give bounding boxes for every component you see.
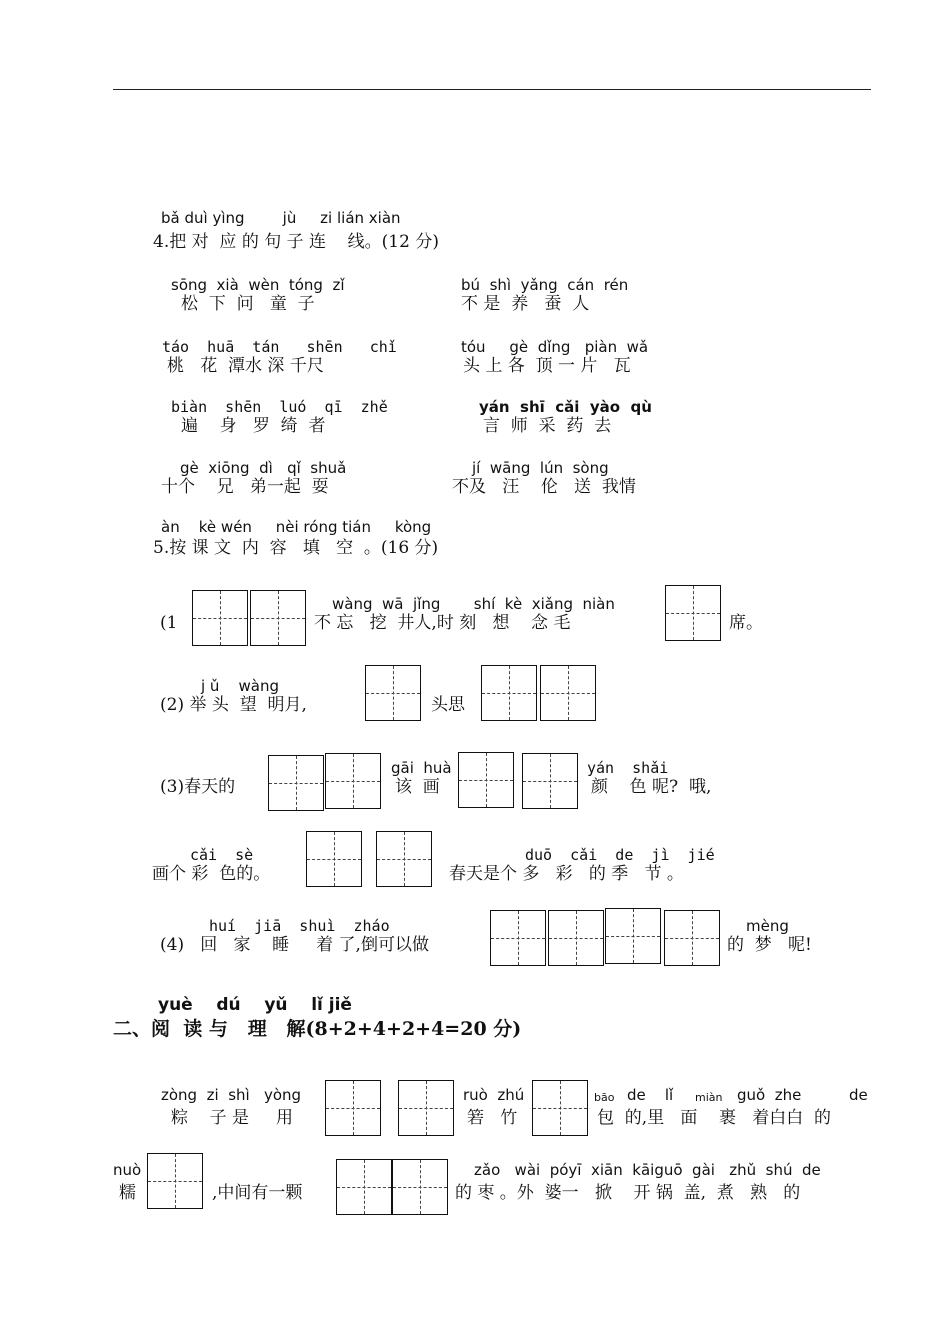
q4-left-2-pinyin: táo huā tán shēn chǐ [162,338,397,356]
q4-pinyin: bǎ duì yìng jù zi lián xiàn [161,209,401,227]
q5-s3-box-2[interactable] [325,753,381,809]
q4-right-4-text[interactable]: 不及 汪 伦 送 我情 [452,477,636,497]
passage-l2-text-a: 糯 [119,1183,136,1203]
q4-instruction: 4.把 对 应 的 句 子 连 线。(12 分) [153,232,439,252]
q4-right-1-pinyin: bú shì yǎng cán rén [461,276,629,294]
q5-s1-prefix: (1 [160,613,178,633]
q5-s4-text-1: (4) 回 家 睡 着 了,倒可以做 [160,935,429,955]
passage-l1-pinyin-c1: bāo [594,1091,615,1104]
q5-s4-box-1[interactable] [490,910,546,966]
q4-right-2-text[interactable]: 头 上 各 顶 一 片 瓦 [463,356,631,376]
header-rule [113,89,871,90]
passage-l1-pinyin-c3: miàn [695,1091,723,1104]
q4-right-3-text[interactable]: 言 师 采 药 去 [483,416,612,436]
q4-left-4-pinyin: gè xiōng dì qǐ shuǎ [180,459,347,477]
q5-s2-box-1[interactable] [365,665,421,721]
q5-s3b-box-2[interactable] [376,831,432,887]
q5-s2-mid: 头思 [431,695,465,715]
passage-l1-pinyin-c4: guǒ zhe de [737,1086,868,1104]
passage-box-6[interactable] [392,1159,448,1215]
q5-s1-box-3[interactable] [665,585,721,641]
passage-l1-text-a: 粽 子 是 用 [171,1108,294,1128]
q4-right-2-pinyin: tóu gè dǐng piàn wǎ [461,338,649,356]
section2-pinyin: yuè dú yǔ lǐ jiě [158,995,352,1015]
q5-s3-pinyin-2: yán shǎi [587,759,669,777]
q4-left-1-pinyin: sōng xià wèn tóng zǐ [171,276,345,294]
q4-left-3-pinyin: biàn shēn luó qī zhě [171,398,388,416]
q4-left-1-text[interactable]: 松 下 问 童 子 [181,294,315,314]
passage-l2-pinyin-a: nuò [113,1161,142,1179]
q5-s3b-pinyin-2: duō cǎi de jì jié [525,846,715,864]
q5-s1-end: 席。 [729,613,763,633]
q5-s2-pinyin: j ǔ wàng [201,677,280,695]
q5-pinyin: àn kè wén nèi róng tián kòng [161,518,432,536]
q5-s1-box-1[interactable] [192,590,248,646]
q5-s3-box-3[interactable] [458,752,514,808]
q4-right-3-pinyin: yán shī cǎi yào qù [479,398,652,416]
section2-title: 二、阅 读 与 理 解(8+2+4+2+4=20 分) [113,1018,522,1040]
q5-s4-box-4[interactable] [664,910,720,966]
q4-left-4-text[interactable]: 十个 兄 弟一起 耍 [161,477,329,497]
q5-s1-pinyin: wàng wā jǐng shí kè xiǎng niàn [332,595,615,613]
q5-s3-text-2: 颜 色 呢? 哦, [591,777,712,797]
q5-s3b-box-1[interactable] [306,831,362,887]
q5-s3-text-1: 该 画 [395,777,440,797]
q5-s1-text: 不 忘 挖 井人,时 刻 想 念 毛 [314,613,571,633]
q4-right-1-text[interactable]: 不 是 养 蚕 人 [461,294,590,314]
passage-l1-pinyin-c2: de lǐ [627,1086,674,1104]
q5-s2-text: (2) 举 头 望 明月, [160,695,307,715]
q4-left-2-text[interactable]: 桃 花 潭水 深 千尺 [167,356,324,376]
q5-instruction: 5.按 课 文 内 容 填 空 。(16 分) [153,538,439,558]
passage-box-1[interactable] [325,1080,381,1136]
q5-s4-pinyin-1: huí jiā shuì zháo [209,917,390,935]
q5-s3b-text-1: 画个 彩 色的。 [152,864,271,884]
passage-l1-text-b: 箬 竹 [467,1108,518,1128]
passage-l2-pinyin-c: zǎo wài póyī xiān kāiguō gài zhǔ shú de [474,1161,821,1179]
q5-s3-prefix: (3)春天的 [160,777,236,797]
q4-right-4-pinyin: jí wāng lún sòng [472,459,609,477]
q5-s3b-text-2: 春天是个 多 彩 的 季 节 。 [449,864,684,884]
q5-s4-box-3[interactable] [605,908,661,964]
q5-s4-pinyin-2: mèng [746,917,789,935]
passage-l1-text-c: 包 的,里 面 裹 着白白 的 [597,1108,832,1128]
passage-l2-text-c: 的 枣 。外 婆一 掀 开 锅 盖, 煮 熟 的 [455,1183,801,1203]
passage-box-5[interactable] [336,1159,392,1215]
q5-s2-box-2[interactable] [481,665,537,721]
q4-left-3-text[interactable]: 遍 身 罗 绮 者 [181,416,326,436]
passage-l1-pinyin-b: ruò zhú [463,1086,525,1104]
q5-s4-box-2[interactable] [548,910,604,966]
q5-s4-text-2: 的 梦 呢! [727,935,812,955]
q5-s3-pinyin-1: gāi huà [391,759,452,777]
passage-box-3[interactable] [532,1080,588,1136]
q5-s1-box-2[interactable] [250,590,306,646]
q5-s3b-pinyin-1: cǎi sè [190,846,254,864]
passage-box-2[interactable] [398,1080,454,1136]
q5-s3-box-1[interactable] [268,755,324,811]
passage-l2-text-b: ,中间有一颗 [212,1183,303,1203]
q5-s3-box-4[interactable] [522,753,578,809]
passage-box-4[interactable] [147,1153,203,1209]
passage-l1-pinyin-a: zòng zi shì yòng [161,1086,302,1104]
q5-s2-box-3[interactable] [540,665,596,721]
